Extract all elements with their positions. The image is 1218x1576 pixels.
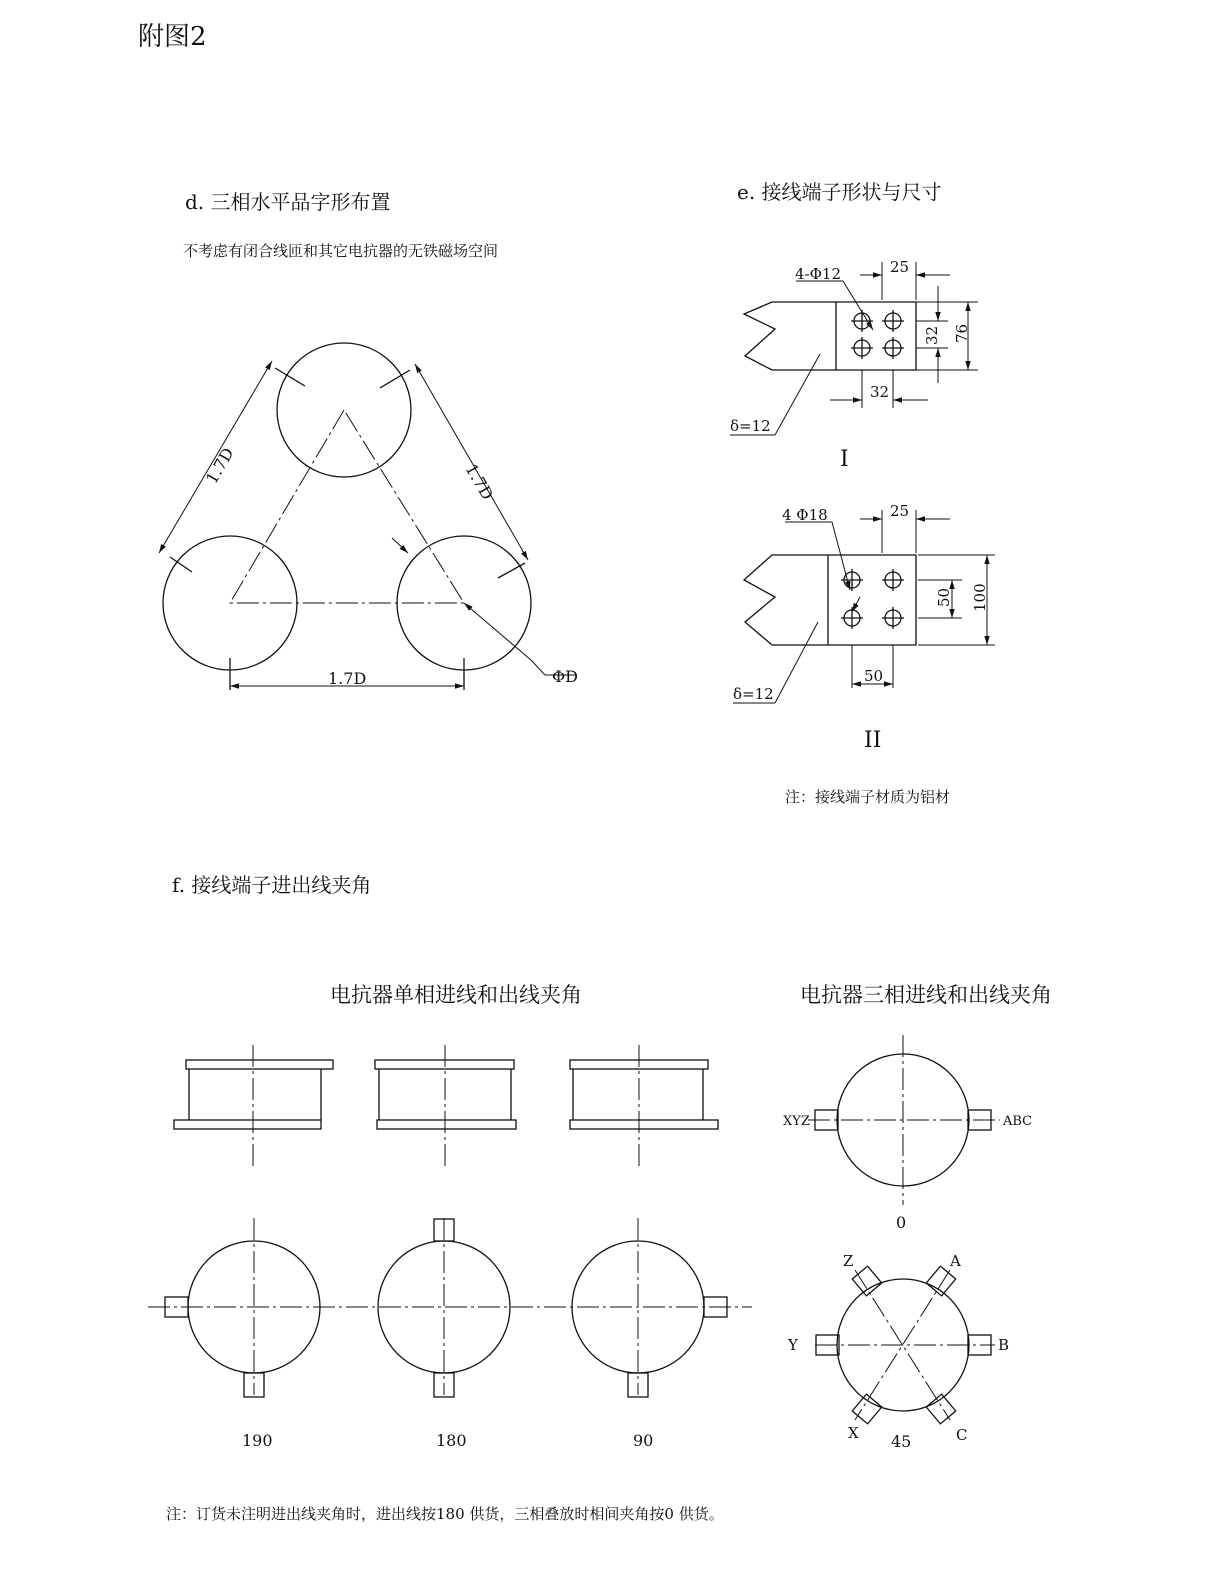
triangle-arrangement xyxy=(159,343,578,690)
three-45-a-label: A xyxy=(950,1252,961,1270)
terminal-2-holes xyxy=(841,569,904,629)
terminal-1-dim-top: 25 xyxy=(890,258,910,276)
terminal-1-holes xyxy=(851,310,904,359)
three-45-y-label: Y xyxy=(788,1336,798,1354)
terminal-2-dim-outer: 100 xyxy=(971,583,989,612)
three-phase-45-view xyxy=(787,1252,1009,1451)
three-phase-title: 电抗器三相进线和出线夹角 xyxy=(800,983,1052,1007)
terminal-1-dim-outer: 76 xyxy=(953,323,971,343)
terminal-2-dim-bottom: 50 xyxy=(864,667,884,685)
three-0-left-label: XYZ xyxy=(783,1114,810,1129)
section-e-note: 注：接线端子材质为铝材 xyxy=(785,788,951,806)
single-phase-side-views xyxy=(174,1045,718,1170)
three-45-x-label: X xyxy=(848,1424,859,1442)
terminal-2-drawing xyxy=(733,502,995,753)
three-45-c-label: C xyxy=(956,1426,968,1444)
terminal-1-drawing xyxy=(730,258,978,472)
single-phase-plan-views xyxy=(148,1218,752,1450)
single-phase-title: 电抗器单相进线和出线夹角 xyxy=(330,983,582,1007)
footnote: 注：订货未注明进出线夹角时，进出线按180 供货，三相叠放时相间夹角按0 供货。 xyxy=(166,1505,724,1523)
terminal-2-label: II xyxy=(864,728,882,753)
terminal-2-dim-top: 25 xyxy=(890,502,910,520)
section-f-heading: f. 接线端子进出线夹角 xyxy=(172,873,372,897)
dim-right xyxy=(415,364,528,560)
angle-label-180: 180 xyxy=(436,1431,467,1450)
three-45-b-label: B xyxy=(998,1336,1010,1354)
dim-left-label: 1.7D xyxy=(202,444,238,487)
dim-bottom-label: 1.7D xyxy=(328,669,367,688)
three-0-angle-label: 0 xyxy=(896,1213,907,1232)
terminal-2-dim-inner: 50 xyxy=(935,587,953,607)
terminal-2-holes-label: 4 Φ18 xyxy=(782,506,828,524)
angle-label-190: 190 xyxy=(242,1431,273,1450)
section-d-note: 不考虑有闭合线匝和其它电抗器的无铁磁场空间 xyxy=(183,242,499,260)
dim-dia-label: ΦD xyxy=(552,667,578,686)
three-0-right-label: ABC xyxy=(1003,1114,1033,1129)
three-45-angle-label: 45 xyxy=(891,1432,912,1451)
terminal-1-dim-bottom: 32 xyxy=(870,383,890,401)
terminal-1-holes-label: 4-Φ12 xyxy=(795,265,841,283)
angle-label-90: 90 xyxy=(633,1431,654,1450)
terminal-1-label: I xyxy=(840,447,849,472)
terminal-2-thickness: δ=12 xyxy=(733,685,774,703)
terminal-1-dim-inner: 32 xyxy=(923,325,941,345)
three-phase-0-view xyxy=(783,1035,1032,1232)
section-d-heading: d. 三相水平品字形布置 xyxy=(185,190,391,214)
terminal-1-thickness: δ=12 xyxy=(730,417,771,435)
center-triangle xyxy=(230,410,464,603)
section-e-heading: e. 接线端子形状与尺寸 xyxy=(737,180,942,204)
three-45-z-label: Z xyxy=(843,1252,854,1270)
dim-right-label: 1.7D xyxy=(461,460,498,504)
page-title: 附图2 xyxy=(138,22,207,52)
